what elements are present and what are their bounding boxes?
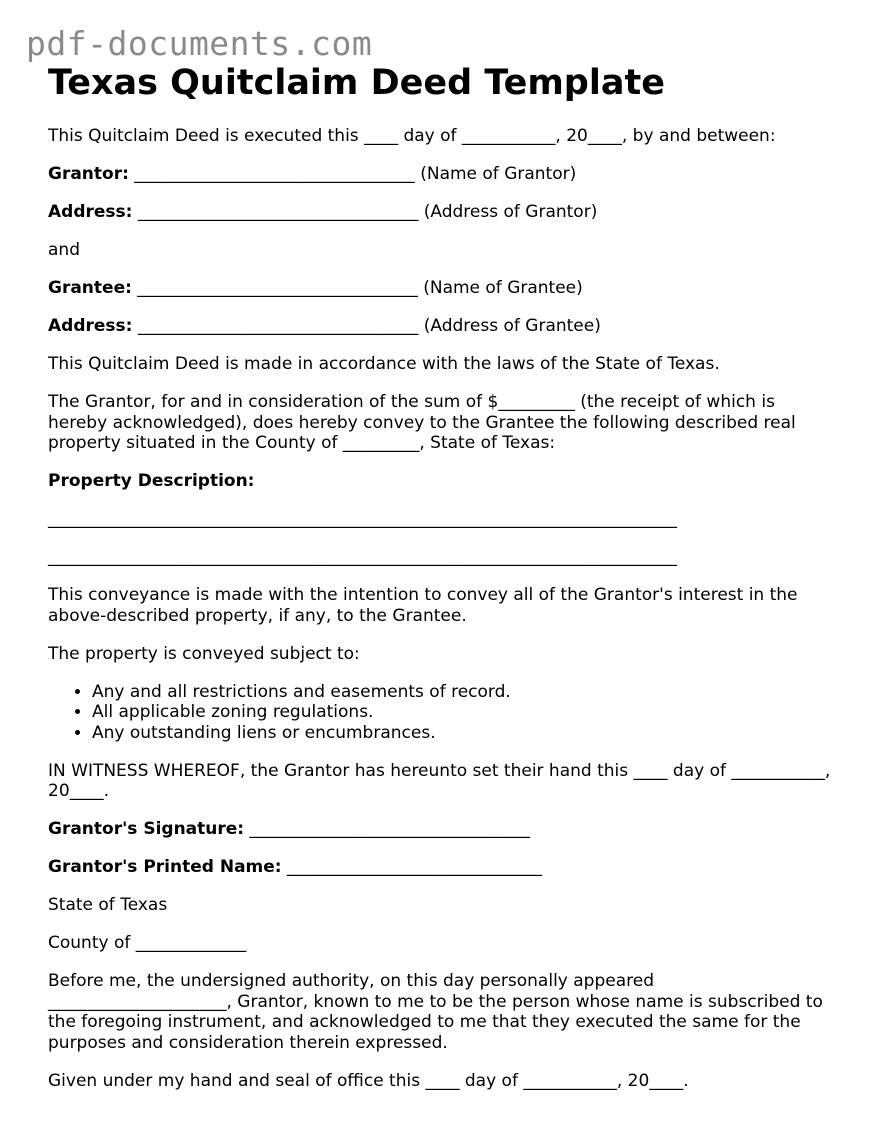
notary-paragraph: Before me, the undersigned authority, on this day personally appeared _____________________, Grantor, known to me to be the person whose name is subscribed to the foregoing instrument, and acknowledged to me that they executed the same for the purposes and consideration therein expressed. (48, 971, 823, 1053)
watermark: pdf-documents.com (26, 24, 373, 63)
grantor-label: Grantor: (48, 164, 129, 184)
grantor-address-label: Address: (48, 202, 133, 222)
subject-list (48, 682, 838, 744)
subject-to-paragraph: The property is conveyed subject to: (48, 643, 360, 664)
description-line: __________________________________________________________________________ (48, 547, 677, 567)
intro-paragraph: This Quitclaim Deed is executed this ____ day of ___________, 20____, by and between: (48, 126, 776, 146)
property-description-label: Property Description: (48, 471, 255, 491)
intention-paragraph: This conveyance is made with the intention to convey all of the Grantor's interest in the above-described property, if any, to the Grantee. (48, 585, 798, 626)
document-title: Texas Quitclaim Deed Template (48, 63, 665, 103)
grantor-line (48, 164, 838, 185)
description-line: __________________________________________________________________________ (48, 509, 677, 529)
list-item: • Any outstanding liens or encumbrances. (92, 723, 838, 744)
grantor-address-blank: _________________________________ (Address of Grantor) (132, 202, 598, 222)
grantee-blank: _________________________________ (Name of Grantee) (131, 278, 583, 298)
signature-blank: _________________________________ (244, 819, 531, 839)
signature-line (48, 819, 838, 840)
printed-name-label: Grantor's Printed Name: (48, 857, 282, 877)
printed-name-line (48, 857, 838, 878)
witness-paragraph: IN WITNESS WHEREOF, the Grantor has hereunto set their hand this ____ day of ___________, 20____. (48, 760, 831, 801)
grantee-address-blank: _________________________________ (Address of Grantee) (132, 316, 601, 336)
list-item: • Any and all restrictions and easements of record. (92, 682, 838, 703)
county-line: County of _____________ (48, 933, 247, 953)
grantee-address-line (48, 316, 838, 337)
laws-paragraph: This Quitclaim Deed is made in accordance with the laws of the State of Texas. (48, 354, 720, 374)
grantee-address-label: Address: (48, 316, 133, 336)
given-paragraph: Given under my hand and seal of office this ____ day of ___________, 20____. (48, 1070, 689, 1091)
printed-name-blank: ______________________________ (281, 857, 543, 877)
grantee-label: Grantee: (48, 278, 132, 298)
document-body (48, 126, 838, 1109)
state-line: State of Texas (48, 895, 168, 915)
list-item: • All applicable zoning regulations. (92, 702, 838, 723)
grantor-blank: _________________________________ (Name of Grantor) (128, 164, 577, 184)
grantee-line (48, 278, 838, 299)
grantor-address-line (48, 202, 838, 223)
signature-label: Grantor's Signature: (48, 819, 245, 839)
and-text: and (48, 240, 80, 260)
consideration-paragraph: The Grantor, for and in consideration of the sum of $_________ (the receipt of which is hereby acknowledged), does hereby convey to the Grantee the following described real property situated in the County of _________, State of Texas: (48, 392, 796, 453)
